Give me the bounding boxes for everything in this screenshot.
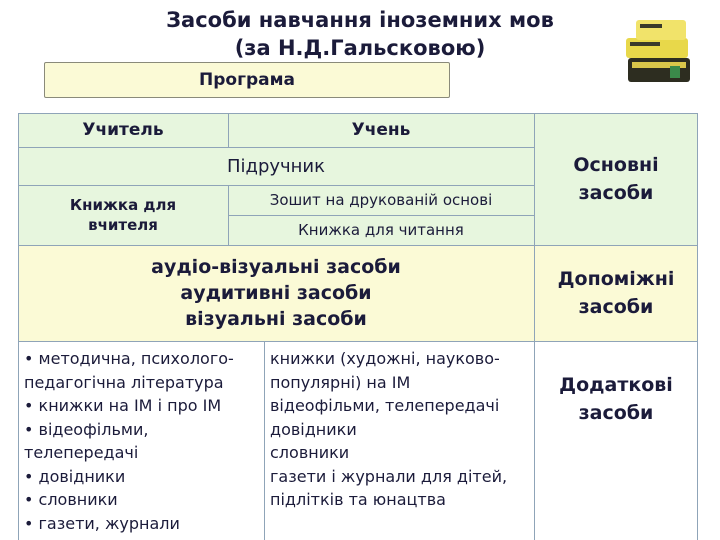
list-item: підлітків та юнацтва bbox=[270, 490, 446, 509]
grid-line bbox=[18, 245, 698, 246]
grid-line bbox=[18, 113, 698, 114]
list-item: • книжки на ІМ і про ІМ bbox=[24, 396, 222, 415]
reader-label: Книжка для читання bbox=[298, 221, 464, 239]
teacher-book-cell bbox=[18, 185, 228, 245]
av-means-line-1: аудіо-візуальні засоби bbox=[151, 256, 401, 278]
list-item: довідники bbox=[270, 419, 357, 439]
grid-line bbox=[228, 113, 229, 147]
slide-title bbox=[100, 6, 620, 62]
additional-means-cell bbox=[534, 341, 698, 540]
student-resources-list bbox=[270, 347, 507, 512]
list-item: • довідники bbox=[24, 466, 126, 486]
grid-line bbox=[18, 147, 534, 148]
teacher-cell bbox=[18, 113, 228, 147]
student-label: Учень bbox=[351, 120, 411, 140]
list-item: словники bbox=[270, 443, 350, 462]
list-item: популярні) на ІМ bbox=[270, 372, 411, 392]
reader-cell bbox=[228, 215, 534, 245]
list-item: • методична, психолого- bbox=[24, 349, 234, 368]
list-item: телепередачі bbox=[24, 443, 139, 462]
grid-line bbox=[534, 113, 535, 540]
av-means-line-3: візуальні засоби bbox=[185, 308, 367, 330]
means-table bbox=[18, 113, 698, 540]
grid-line bbox=[228, 215, 534, 216]
av-means-cell bbox=[18, 245, 534, 341]
workbook-cell bbox=[228, 185, 534, 215]
grid-line bbox=[228, 185, 229, 245]
teacher-book-label: Книжка для вчителя bbox=[69, 196, 177, 234]
textbook-label: Підручник bbox=[226, 155, 326, 177]
student-cell bbox=[228, 113, 534, 147]
books-stack-icon bbox=[622, 8, 696, 88]
additional-means-label: Додаткові засоби bbox=[559, 374, 673, 424]
grid-line bbox=[697, 113, 698, 540]
grid-line bbox=[264, 341, 265, 540]
list-item: • відеофільми, bbox=[24, 419, 149, 439]
main-means-label: Основні засоби bbox=[573, 154, 659, 204]
av-means-line-2: аудитивні засоби bbox=[180, 282, 372, 304]
grid-line bbox=[18, 341, 698, 342]
textbook-cell bbox=[18, 147, 534, 185]
grid-line bbox=[18, 185, 534, 186]
list-item: відеофільми, телепередачі bbox=[270, 396, 500, 415]
list-item: педагогічна література bbox=[24, 372, 224, 392]
list-item: • словники bbox=[24, 490, 118, 509]
main-means-cell bbox=[534, 113, 698, 245]
grid-line bbox=[18, 113, 19, 540]
list-item: газети і журнали для дітей, bbox=[270, 466, 508, 486]
title-line-2: (за Н.Д.Гальсковою) bbox=[234, 36, 486, 60]
list-item: • газети, журнали bbox=[24, 513, 180, 533]
auxiliary-means-cell bbox=[534, 245, 698, 341]
teacher-resources-list bbox=[24, 347, 234, 535]
title-line-1: Засоби навчання іноземних мов bbox=[166, 8, 554, 32]
teacher-label: Учитель bbox=[82, 120, 164, 140]
list-item: книжки (художні, науково- bbox=[270, 349, 500, 368]
auxiliary-means-label: Допоміжні засоби bbox=[557, 268, 675, 318]
workbook-label: Зошит на друкованій основі bbox=[269, 191, 493, 209]
program-box: Програма bbox=[44, 62, 450, 98]
